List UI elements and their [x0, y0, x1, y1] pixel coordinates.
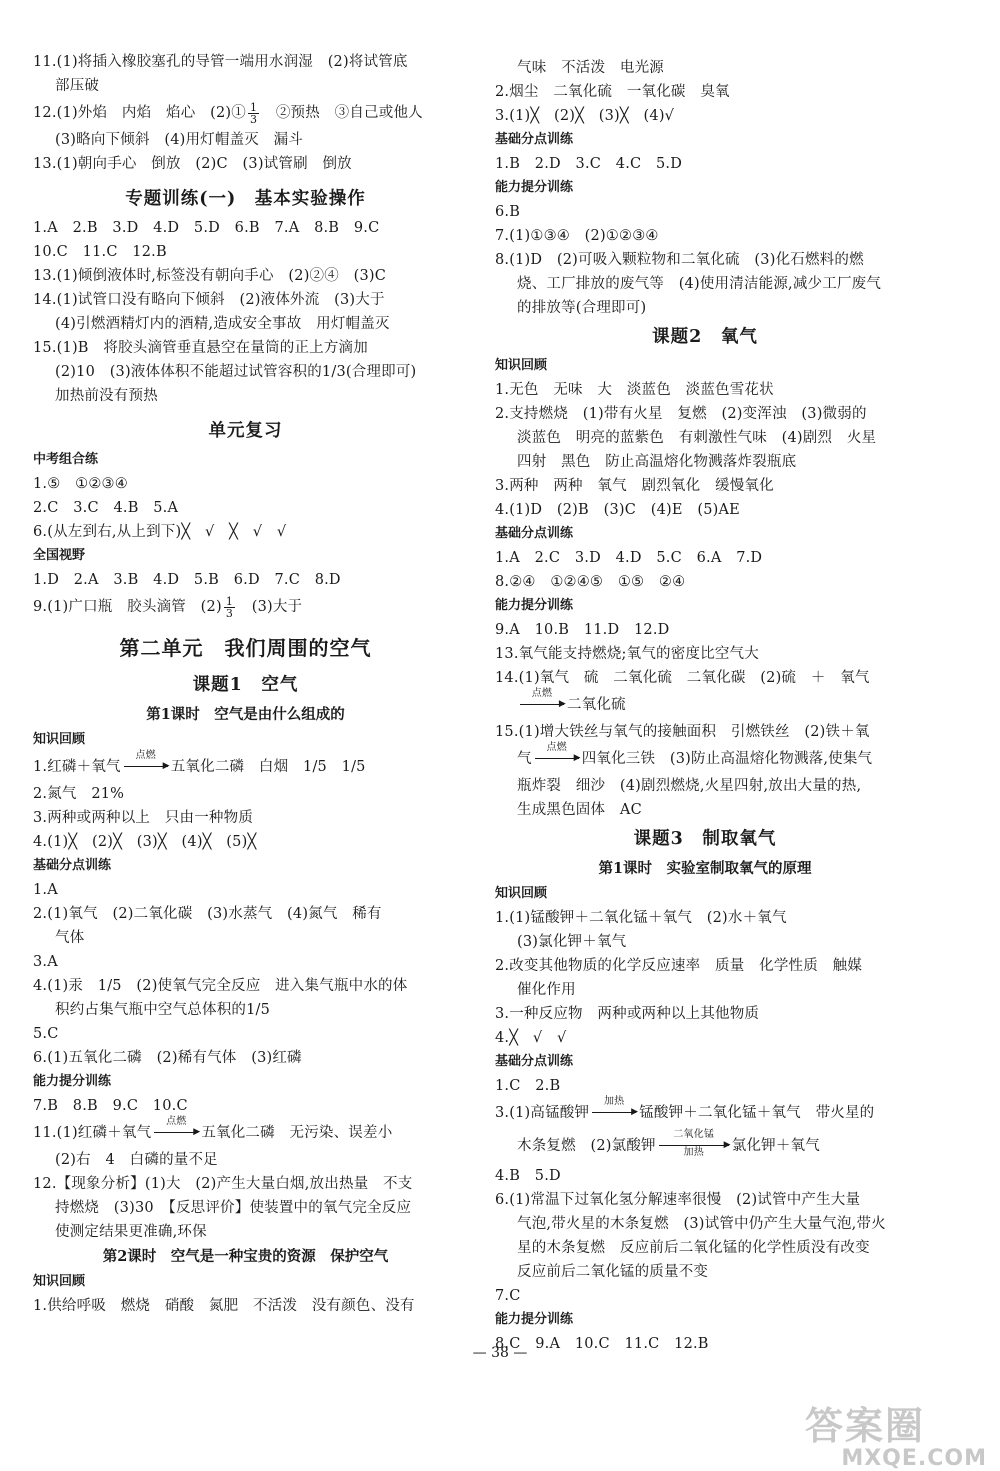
subsection-label: 基础分点训练 — [495, 1054, 574, 1069]
answer-text: 四氧化三铁 (3)防止高温熔化物溅落,使集气 — [581, 751, 873, 767]
answer-line: 1.D 2.A 3.B 4.D 5.B 6.D 7.C 8.D — [33, 572, 341, 588]
reaction-condition: 二氧化锰 — [673, 1129, 715, 1140]
answer-line: 14.(1)试管口没有略向下倾斜 (2)液体外流 (3)大于 — [33, 292, 385, 308]
answer-line: 1.C 2.B — [495, 1078, 561, 1094]
watermark-logo: 答案圈 — [805, 1404, 926, 1448]
answer-line: 的排放等(合理即可) — [517, 300, 647, 316]
answer-text: 9.(1)广口瓶 胶头滴管 (2) — [33, 599, 222, 615]
answer-line: 使测定结果更准确,环保 — [55, 1224, 207, 1240]
answer-line: 9.A 10.B 11.D 12.D — [495, 622, 670, 638]
answer-line: 反应前后二氧化锰的质量不变 — [517, 1264, 709, 1280]
answer-line: 13.(1)朝向手心 倒放 (2)C (3)试管刷 倒放 — [33, 156, 352, 172]
subsection-label: 知识回顾 — [495, 886, 548, 901]
subsection-label: 能力提分训练 — [495, 180, 574, 195]
answer-line — [33, 98, 458, 128]
fraction — [248, 102, 259, 125]
answer-line: 14.(1)氧气 硫 二氧化硫 二氧化碳 (2)硫 ＋ 氧气 — [495, 670, 870, 686]
page-number: — 38 — — [472, 1345, 528, 1361]
answer-line: 1.⑤ ①②③④ — [33, 476, 128, 492]
answer-text: 12.(1)外焰 内焰 焰心 (2)① — [33, 105, 246, 121]
answer-line: 3.A — [33, 954, 58, 970]
answer-line: 2.支持燃烧 (1)带有火星 复燃 (2)变浑浊 (3)微弱的 — [495, 406, 867, 422]
answer-line: 2.(1)氧气 (2)二氧化碳 (3)水蒸气 (4)氮气 稀有 — [33, 906, 382, 922]
answer-text: 五氧化二磷 白烟 1/5 1/5 — [170, 759, 366, 775]
answer-line: 13.(1)倾倒液体时,标签没有朝向手心 (2)②④ (3)C — [33, 268, 387, 284]
answer-line: 6.(1)常温下过氧化氢分解速率很慢 (2)试管中产生大量 — [495, 1192, 861, 1208]
fraction-denominator: 3 — [249, 112, 258, 126]
answer-line: 部压破 — [55, 78, 100, 94]
reaction-condition: 加热 — [603, 1096, 625, 1107]
answer-line: 6.B — [495, 204, 521, 220]
period-title: 第1课时 实验室制取氧气的原理 — [598, 860, 812, 877]
lesson-title: 课题1 空气 — [192, 675, 299, 695]
subsection-label: 知识回顾 — [33, 732, 86, 747]
reaction-arrow: 二氧化锰 ▶ 加热 — [659, 1139, 729, 1153]
section-title: 专题训练(一) 基本实验操作 — [125, 189, 366, 209]
answer-text: 五氧化二磷 无污染、误差小 — [201, 1125, 393, 1141]
answer-line: (2)右 4 白磷的量不足 — [55, 1152, 218, 1168]
reaction-condition: 点燃 — [135, 750, 156, 761]
answer-line: 持燃烧 (3)30 【反思评价】使装置中的氧气完全反应 — [55, 1200, 412, 1216]
answer-line: 2.氮气 21% — [33, 786, 125, 802]
answer-text: 3.(1)高锰酸钾 — [495, 1105, 590, 1121]
answer-line: 催化作用 — [517, 982, 576, 998]
period-title: 第2课时 空气是一种宝贵的资源 保护空气 — [102, 1248, 389, 1265]
answer-line — [495, 744, 915, 774]
answer-text: 气 — [517, 751, 532, 767]
reaction-arrow: 点燃 ▶ — [154, 1126, 198, 1140]
fraction-denominator: 3 — [225, 606, 234, 620]
lesson-title: 课题3 制取氧气 — [633, 829, 777, 849]
subsection-label: 基础分点训练 — [495, 526, 574, 541]
answer-line: 15.(1)增大铁丝与氧气的接触面积 引燃铁丝 (2)铁＋氧 — [495, 724, 870, 740]
answer-line: (2)10 (3)液体体积不能超过试管容积的1/3(合理即可) — [55, 364, 417, 380]
answer-text: 锰酸钾＋二氧化锰＋氧气 带火星的 — [639, 1105, 875, 1121]
subsection-label: 能力提分训练 — [495, 1312, 574, 1327]
answer-text: 木条复燃 (2)氯酸钾 — [517, 1138, 656, 1154]
right-column — [495, 56, 915, 1356]
answer-line: 1.(1)锰酸钾＋二氧化锰＋氧气 (2)水＋氧气 — [495, 910, 787, 926]
reaction-condition: 点燃 — [531, 688, 553, 699]
answer-line — [33, 592, 458, 622]
answer-line: 1.无色 无味 大 淡蓝色 淡蓝色雪花状 — [495, 382, 774, 398]
answer-line: (3)氯化钾＋氧气 — [517, 934, 627, 950]
reaction-arrow: 点燃 ▶ — [124, 760, 168, 774]
answer-line: 4.╳ √ √ — [495, 1030, 567, 1046]
answer-line: 1.A 2.C 3.D 4.D 5.C 6.A 7.D — [495, 550, 763, 566]
subsection-label: 基础分点训练 — [33, 858, 112, 873]
subsection-label: 中考组合练 — [33, 452, 99, 467]
answer-line: 4.B 5.D — [495, 1168, 561, 1184]
answer-line: 3.两种或两种以上 只由一种物质 — [33, 810, 254, 826]
section-title: 单元复习 — [208, 421, 283, 441]
period-title: 第1课时 空气是由什么组成的 — [146, 706, 345, 723]
answer-line: 10.C 11.C 12.B — [33, 244, 167, 260]
subsection-label: 能力提分训练 — [33, 1074, 112, 1089]
answer-line: 8.C 9.A 10.C 11.C 12.B — [495, 1336, 709, 1352]
answer-line: 6.(1)五氧化二磷 (2)稀有气体 (3)红磷 — [33, 1050, 302, 1066]
subsection-label: 知识回顾 — [495, 358, 548, 373]
answer-line: 烧、工厂排放的废气等 (4)使用清洁能源,减少工厂废气 — [517, 276, 882, 292]
answer-text: (3)大于 — [237, 599, 303, 615]
answer-line: 1.B 2.D 3.C 4.C 5.D — [495, 156, 683, 172]
answer-text: 1.红磷＋氧气 — [33, 759, 121, 775]
lesson-title: 课题2 氧气 — [652, 327, 758, 347]
answer-line — [495, 690, 915, 720]
watermark-url: MXQE.COM — [841, 1446, 987, 1471]
reaction-arrow: 点燃 ▶ — [535, 752, 579, 766]
answer-line: 星的木条复燃 反应前后二氧化锰的化学性质没有改变 — [517, 1240, 870, 1256]
answer-line: 气味 不活泼 电光源 — [517, 60, 664, 76]
answer-line: 四射 黑色 防止高温熔化物溅落炸裂瓶底 — [517, 454, 797, 470]
answer-line: 积约占集气瓶中空气总体积的1/5 — [55, 1002, 271, 1018]
answer-line: 1.供给呼吸 燃烧 硝酸 氮肥 不活泼 没有颜色、没有 — [33, 1298, 415, 1314]
fraction-numerator: 1 — [249, 100, 258, 114]
answer-line: 7.C — [495, 1288, 521, 1304]
answer-text: 二氧化硫 — [567, 697, 626, 713]
answer-text: ②预热 ③自己或他人 — [261, 105, 423, 121]
reaction-arrow: 点燃 ▶ — [520, 698, 564, 712]
reaction-arrow: 加热 ▶ — [592, 1106, 636, 1120]
answer-line: (3)略向下倾斜 (4)用灯帽盖灭 漏斗 — [55, 132, 304, 148]
watermark — [805, 1395, 995, 1469]
subsection-label: 全国视野 — [33, 548, 86, 563]
answer-line — [33, 1118, 458, 1148]
answer-line: (4)引燃酒精灯内的酒精,造成安全事故 用灯帽盖灭 — [55, 316, 390, 332]
reaction-condition: 点燃 — [546, 742, 567, 753]
answer-line: 1.A — [33, 882, 58, 898]
left-column — [33, 50, 458, 1318]
answer-line: 3.(1)╳ (2)╳ (3)╳ (4)√ — [495, 108, 675, 124]
answer-line: 淡蓝色 明亮的蓝紫色 有刺激性气味 (4)剧烈 火星 — [517, 430, 877, 446]
answer-line: 气泡,带火星的木条复燃 (3)试管中仍产生大量气泡,带火 — [517, 1216, 886, 1232]
answer-text: 氯化钾＋氧气 — [731, 1138, 820, 1154]
answer-line: 6.(从左到右,从上到下)╳ √ ╳ √ √ — [33, 524, 287, 540]
answer-line: 5.C — [33, 1026, 59, 1042]
answer-text: 11.(1)红磷＋氧气 — [33, 1125, 152, 1141]
answer-line — [495, 1098, 915, 1128]
answer-line: 3.一种反应物 两种或两种以上其他物质 — [495, 1006, 760, 1022]
answer-line: 生成黑色固体 AC — [517, 802, 642, 818]
fraction-numerator: 1 — [225, 594, 234, 608]
answer-line: 瓶炸裂 细沙 (4)剧烈燃烧,火星四射,放出大量的热, — [517, 778, 862, 794]
reaction-condition: 点燃 — [166, 1116, 187, 1127]
answer-line: 7.(1)①③④ (2)①②③④ — [495, 228, 659, 244]
answer-line: 8.②④ ①②④⑤ ①⑤ ②④ — [495, 574, 686, 590]
answer-line: 11.(1)将插入橡胶塞孔的导管一端用水润湿 (2)将试管底 — [33, 54, 408, 70]
answer-line: 4.(1)╳ (2)╳ (3)╳ (4)╳ (5)╳ — [33, 834, 257, 850]
answer-line: 气体 — [55, 930, 85, 946]
answer-line: 13.氧气能支持燃烧;氧气的密度比空气大 — [495, 646, 759, 662]
answer-line: 加热前没有预热 — [55, 388, 158, 404]
answer-line: 3.两种 两种 氧气 剧烈氧化 缓慢氧化 — [495, 478, 774, 494]
reaction-condition: 加热 — [683, 1147, 704, 1158]
answer-line: 12.【现象分析】(1)大 (2)产生大量白烟,放出热量 不支 — [33, 1176, 413, 1192]
answer-line: 2.C 3.C 4.B 5.A — [33, 500, 179, 516]
answer-line — [495, 1128, 915, 1164]
answer-line: 8.(1)D (2)可吸入颗粒物和二氧化硫 (3)化石燃料的燃 — [495, 252, 864, 268]
answer-line: 7.B 8.B 9.C 10.C — [33, 1098, 188, 1114]
answer-line — [33, 752, 458, 782]
subsection-label: 能力提分训练 — [495, 598, 574, 613]
answer-line: 4.(1)汞 1/5 (2)使氧气完全反应 进入集气瓶中水的体 — [33, 978, 408, 994]
subsection-label: 基础分点训练 — [495, 132, 574, 147]
answer-line: 2.改变其他物质的化学反应速率 质量 化学性质 触媒 — [495, 958, 863, 974]
fraction — [224, 596, 235, 619]
subsection-label: 知识回顾 — [33, 1274, 86, 1289]
answer-line: 1.A 2.B 3.D 4.D 5.D 6.B 7.A 8.B 9.C — [33, 220, 380, 236]
answer-line: 15.(1)B 将胶头滴管垂直悬空在量筒的正上方滴加 — [33, 340, 368, 356]
answer-line: 4.(1)D (2)B (3)C (4)E (5)AE — [495, 502, 740, 518]
answer-line: 2.烟尘 二氧化硫 一氧化碳 臭氧 — [495, 84, 730, 100]
unit-title: 第二单元 我们周围的空气 — [119, 636, 372, 660]
